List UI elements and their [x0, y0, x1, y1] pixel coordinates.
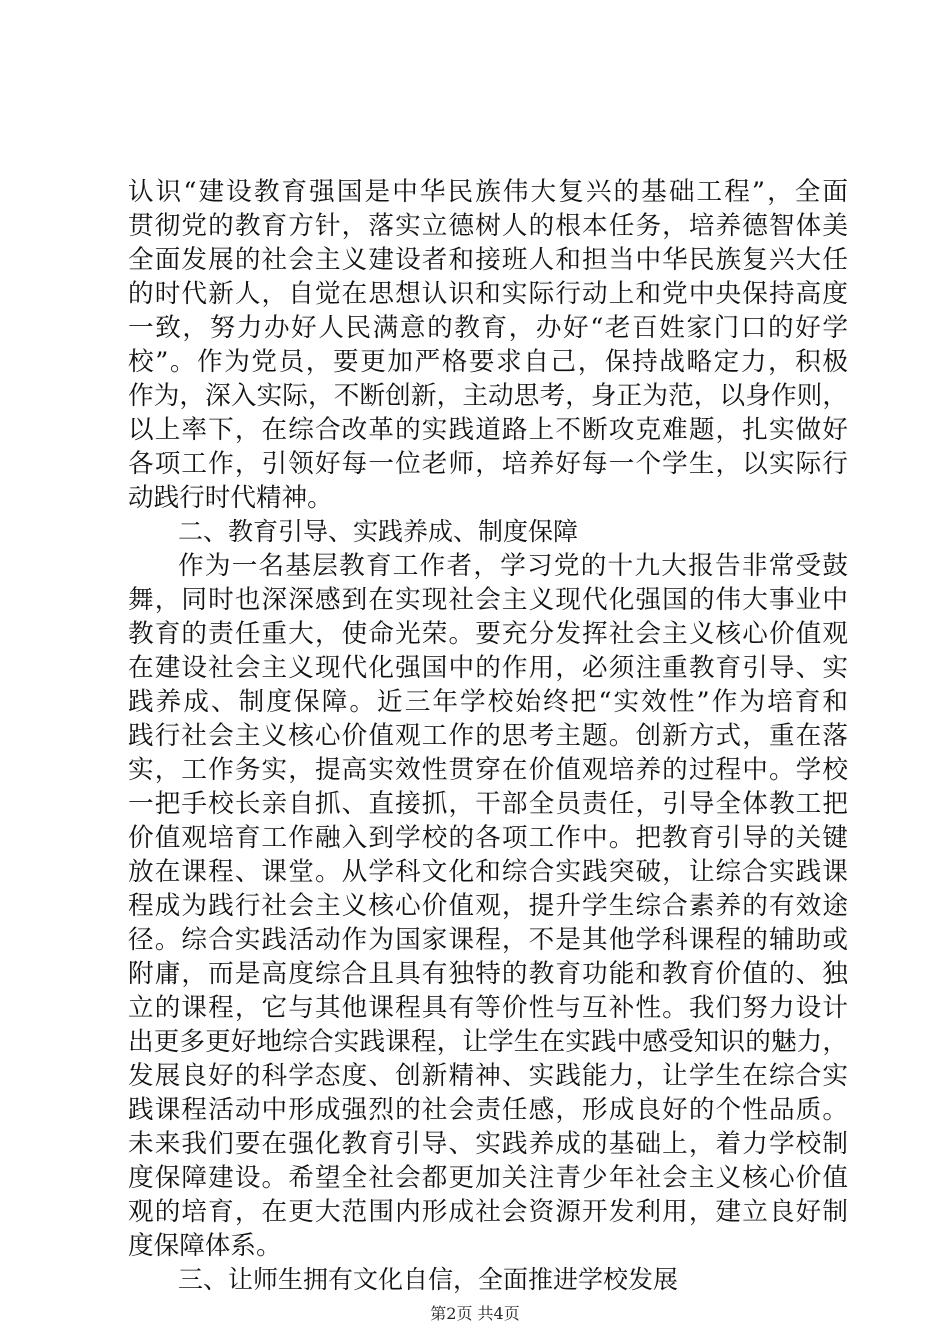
- text-line: 校”。作为党员，要更加严格要求自己，保持战略定力，积极: [128, 347, 848, 377]
- section-heading: 三、让师生拥有文化自信，全面推进学校发展: [178, 1265, 679, 1294]
- text-line: 价值观培育工作融入到学校的各项工作中。把教育引导的关键: [128, 823, 848, 853]
- text-line: 践养成、制度保障。近三年学校始终把“实效性”作为培育和: [128, 687, 848, 717]
- text-line: 教育的责任重大，使命光荣。要充分发挥社会主义核心价值观: [128, 619, 848, 649]
- text-line: 舞，同时也深深感到在实现社会主义现代化强国的伟大事业中: [128, 585, 848, 615]
- text-line: 一致，努力办好人民满意的教育，办好“老百姓家门口的好学: [128, 313, 848, 343]
- text-line: 度保障体系。: [128, 1231, 282, 1261]
- text-line: 径。综合实践活动作为国家课程，不是其他学科课程的辅助或: [128, 925, 848, 955]
- text-line: 全面发展的社会主义建设者和接班人和担当中华民族复兴大任: [128, 245, 848, 275]
- text-line: 发展良好的科学态度、创新精神、实践能力，让学生在综合实: [128, 1061, 848, 1091]
- text-line: 践行社会主义核心价值观工作的思考主题。创新方式，重在落: [128, 721, 848, 751]
- text-line: 放在课程、课堂。从学科文化和综合实践突破，让综合实践课: [128, 857, 848, 887]
- text-line: 附庸，而是高度综合且具有独特的教育功能和教育价值的、独: [128, 959, 848, 989]
- text-line: 一把手校长亲自抓、直接抓，干部全员责任，引导全体教工把: [128, 789, 848, 819]
- text-line: 出更多更好地综合实践课程，让学生在实践中感受知识的魅力，: [128, 1027, 848, 1057]
- text-line: 度保障建设。希望全社会都更加关注青少年社会主义核心价值: [128, 1163, 848, 1193]
- text-line: 作为，深入实际，不断创新，主动思考，身正为范，以身作则，: [128, 381, 848, 411]
- text-line: 践课程活动中形成强烈的社会责任感，形成良好的个性品质。: [128, 1095, 848, 1125]
- text-line: 立的课程，它与其他课程具有等价性与互补性。我们努力设计: [128, 993, 848, 1023]
- text-line: 各项工作，引领好每一位老师，培养好每一个学生，以实际行: [128, 449, 848, 479]
- page-number-footer: 第2页 共4页: [430, 1304, 520, 1323]
- text-line: 未来我们要在强化教育引导、实践养成的基础上，着力学校制: [128, 1129, 848, 1159]
- text-line: 的时代新人，自觉在思想认识和实际行动上和党中央保持高度: [128, 279, 848, 309]
- text-line: 认识“建设教育强国是中华民族伟大复兴的基础工程”，全面: [128, 177, 848, 207]
- text-line: 实，工作务实，提高实效性贯穿在价值观培养的过程中。学校: [128, 755, 848, 785]
- text-line: 以上率下，在综合改革的实践道路上不断攻克难题，扎实做好: [128, 415, 848, 445]
- text-line: 动践行时代精神。: [128, 483, 333, 513]
- text-line: 贯彻党的教育方针，落实立德树人的根本任务，培养德智体美: [128, 211, 848, 241]
- text-line: 程成为践行社会主义核心价值观，提升学生综合素养的有效途: [128, 891, 848, 921]
- text-line: 作为一名基层教育工作者，学习党的十九大报告非常受鼓: [178, 551, 848, 581]
- text-line: 观的培育，在更大范围内形成社会资源开发利用，建立良好制: [128, 1197, 848, 1227]
- text-line: 在建设社会主义现代化强国中的作用，必须注重教育引导、实: [128, 653, 848, 683]
- section-heading: 二、教育引导、实践养成、制度保障: [178, 517, 579, 546]
